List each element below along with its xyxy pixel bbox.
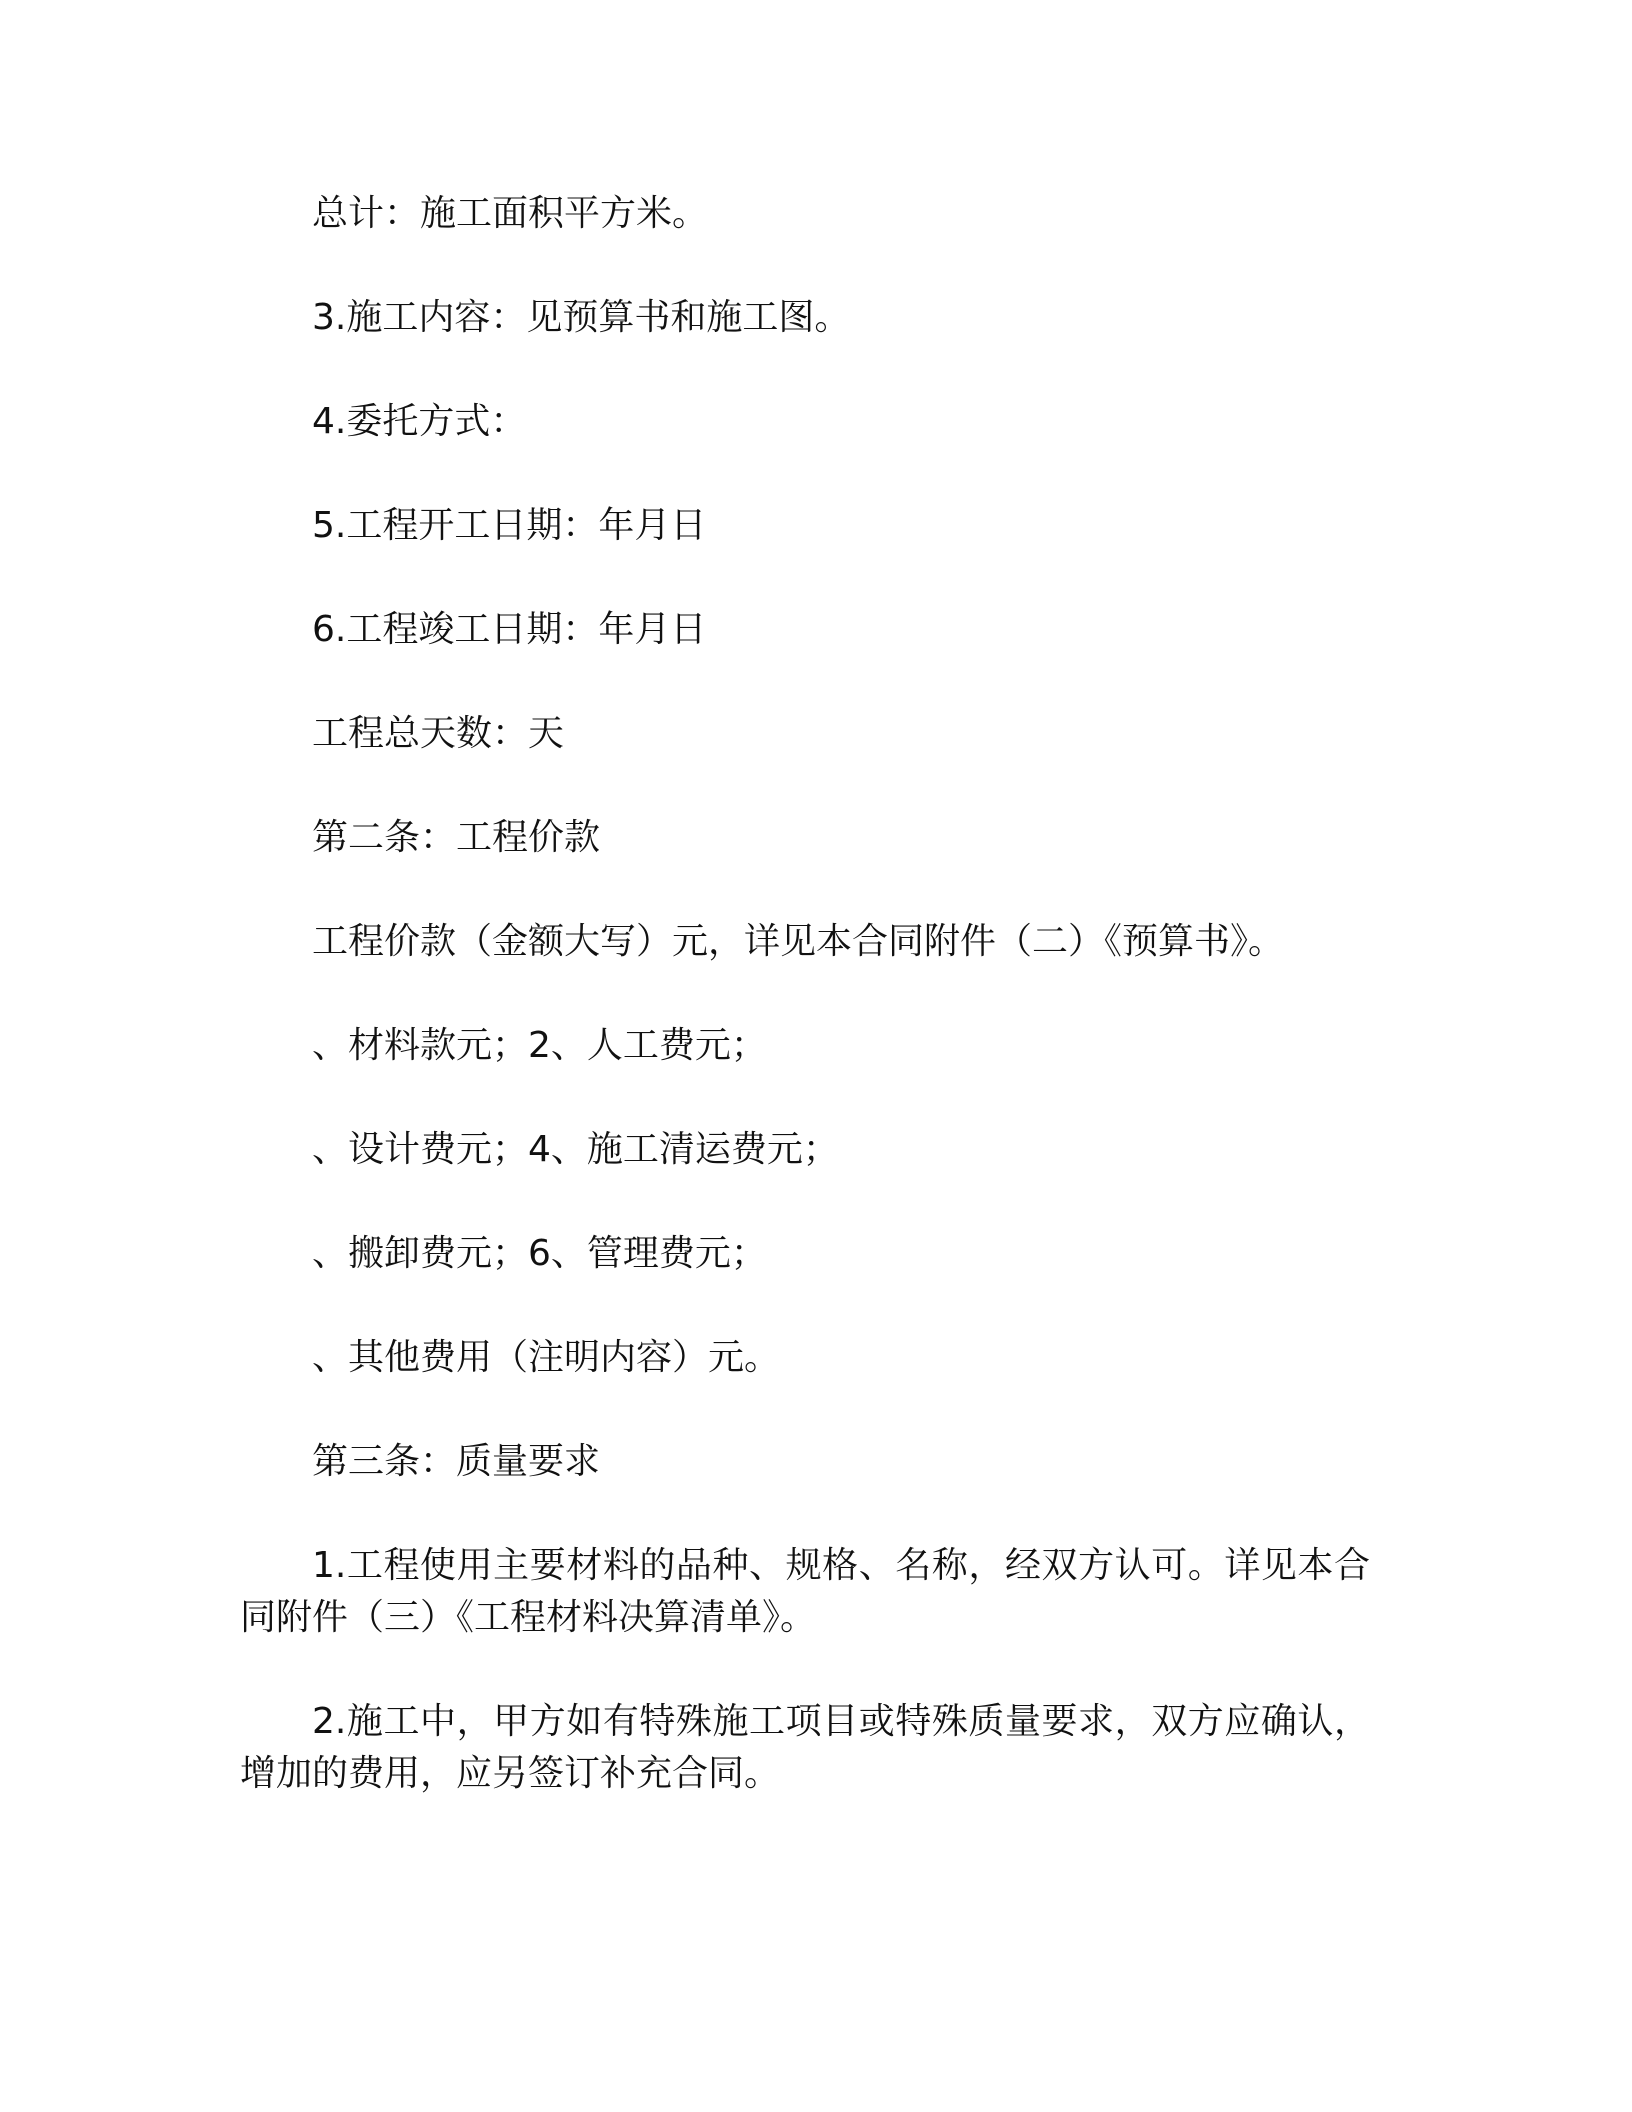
- text-line-start-date: 5.工程开工日期：年月日: [312, 505, 707, 546]
- text-line-construction-content: 3.施工内容：见预算书和施工图。: [312, 297, 851, 338]
- paragraph-materials-approval: 1.工程使用主要材料的品种、规格、名称，经双方认可。详见本合同附件（三）《工程材料决算清单》。: [240, 1545, 1370, 1638]
- text-line-moving-management: 、搬卸费元；6、管理费元；: [312, 1233, 767, 1274]
- text-line-total-area: 总计：施工面积平方米。: [312, 193, 709, 234]
- section-heading-quality: 第三条：质量要求: [312, 1441, 601, 1482]
- paragraph-special-requirements: 2.施工中，甲方如有特殊施工项目或特殊质量要求，双方应确认，增加的费用，应另签订补充合同。: [240, 1701, 1370, 1794]
- text-line-other-fees: 、其他费用（注明内容）元。: [312, 1337, 781, 1378]
- text-line-completion-date: 6.工程竣工日期：年月日: [312, 609, 707, 650]
- text-line-materials-labor: 、材料款元；2、人工费元；: [312, 1025, 767, 1066]
- text-line-price-total: 工程价款（金额大写）元，详见本合同附件（二）《预算书》。: [312, 921, 1285, 962]
- document-body: [240, 188, 1410, 1852]
- text-line-total-days: 工程总天数：天: [312, 713, 565, 754]
- text-line-design-cleanup: 、设计费元；4、施工清运费元；: [312, 1129, 839, 1170]
- section-heading-price: 第二条：工程价款: [312, 817, 601, 858]
- text-line-commission-method: 4.委托方式：: [312, 401, 527, 442]
